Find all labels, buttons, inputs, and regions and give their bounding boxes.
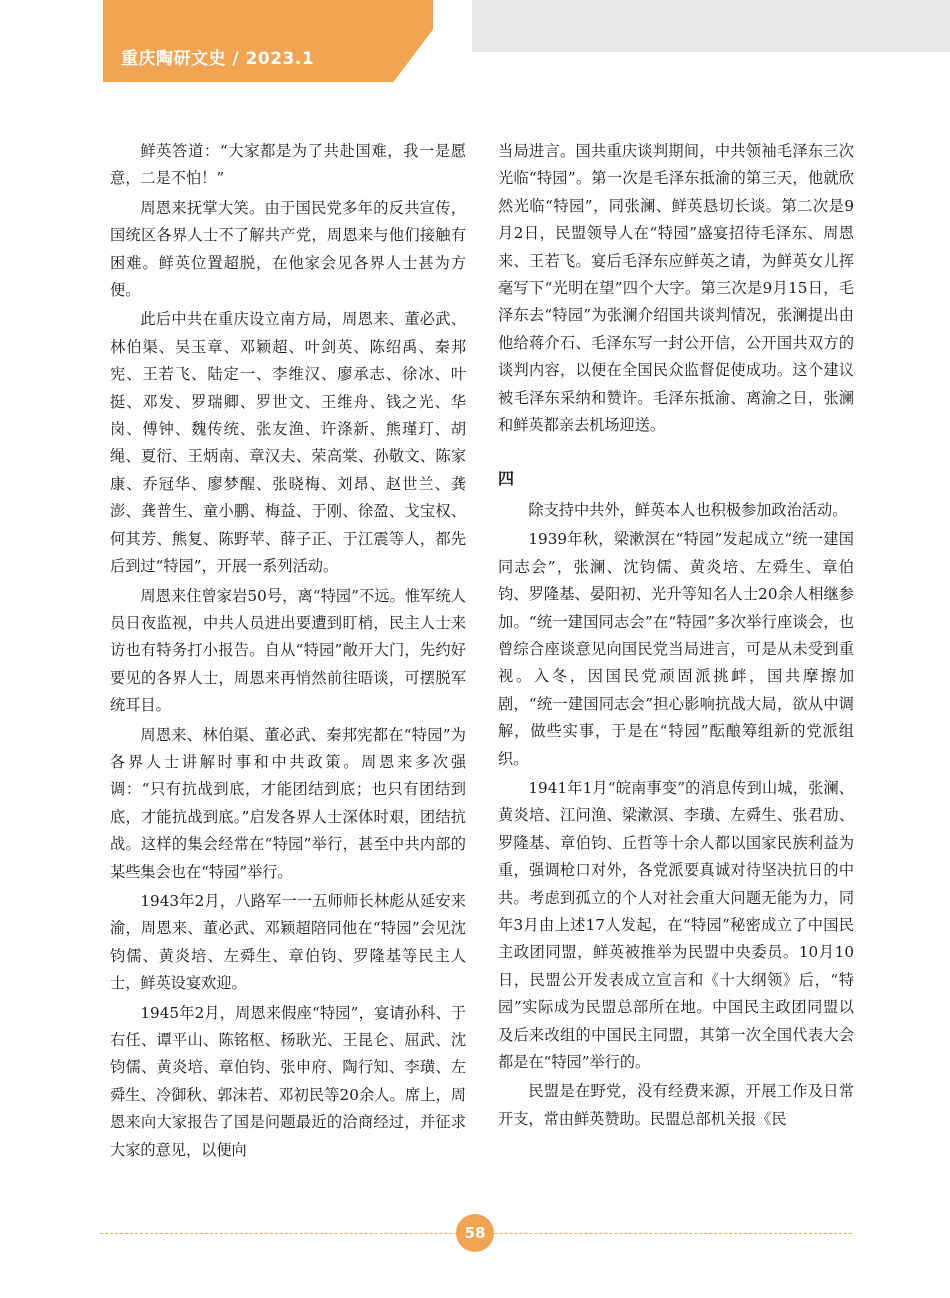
paragraph: 周恩来抚掌大笑。由于国民党多年的反共宣传，国统区各界人士不了解共产党，周恩来与他们接触有困难。鲜英位置超脱，在他家会见各界人士甚为方便。 (110, 198, 466, 300)
paragraph: 民盟是在野党，没有经费来源，开展工作及日常开支，常由鲜英赞助。民盟总部机关报《民 (498, 1082, 854, 1128)
paragraph: 周恩来、林伯渠、董必武、秦邦宪都在“特园”为各界人士讲解时事和中共政策。周恩来多次强调：“只有抗战到底，才能团结到底；也只有团结到底，才能抗战到底。”启发各界人士深体时艰，团结抗战。这样的集会经常在“特园”举行，甚至中共内部的某些集会也在“特园”举行。 (110, 725, 466, 881)
left-column (110, 138, 466, 1166)
paragraph: 鲜英答道：“大家都是为了共赴国难，我一是愿意，二是不怕！” (110, 142, 466, 188)
header-tab (103, 0, 433, 82)
right-column (498, 138, 854, 1135)
header-grey-bar (472, 0, 950, 52)
paragraph: 1945年2月，周恩来假座“特园”，宴请孙科、于右任、谭平山、陈铭枢、杨耿光、王昆仑、屈武、沈钧儒、黄炎培、章伯钧、张申府、陶行知、李璜、左舜生、冷御秋、郭沫若、邓初民等20余人。席上，周恩来向大家报告了国是问题最近的洽商经过，并征求大家的意见，以便向 (110, 1003, 466, 1159)
page-number: 58 (456, 1214, 494, 1252)
paragraph: 周恩来住曾家岩50号，离“特园”不远。惟军统人员日夜监视，中共人员进出要遭到盯梢，民主人士来访也有特务打小报告。自从“特园”敞开大门，先约好要见的各界人士，周恩来再悄然前往晤谈，可摆脱军统耳目。 (110, 586, 466, 715)
journal-title: 重庆陶研文史 / 2023.1 (121, 49, 315, 69)
paragraph-continued: 当局进言。国共重庆谈判期间，中共领袖毛泽东三次光临“特园”。第一次是毛泽东抵渝的第三天，他就欣然光临“特园”，同张澜、鲜英恳切长谈。第二次是9月2日，民盟领导人在“特园”盛宴招待毛泽东、周恩来、王若飞。宴后毛泽东应鲜英之请，为鲜英女儿挥毫写下“光明在望”四个大字。第三次是9月15日，毛泽东去“特园”为张澜介绍国共谈判情况，张澜提出由他给蒋介石、毛泽东写一封公开信，公开国共双方的谈判内容，以便在全国民众监督促使成功。这个建议被毛泽东采纳和赞许。毛泽东抵渝、离渝之日，张澜和鲜英都亲去机场迎送。 (498, 142, 854, 435)
section-heading: 四 (498, 469, 515, 489)
paragraph: 此后中共在重庆设立南方局，周恩来、董必武、林伯渠、吴玉章、邓颖超、叶剑英、陈绍禹、秦邦宪、王若飞、陆定一、李维汉、廖承志、徐冰、叶挺、邓发、罗瑞卿、罗世文、王维舟、钱之光、华岗、傅钟、魏传统、张友渔、许涤新、熊瑾玎、胡绳、夏衍、王炳南、章汉夫、荣高棠、孙敬文、陈家康、乔冠华、廖梦醒、张晓梅、刘昂、赵世兰、龚澎、龚普生、童小鹏、梅益、于刚、徐盈、戈宝权、何其芳、熊复、陈野苹、薛子正、于江震等人，都先后到过“特园”，开展一系列活动。 (110, 310, 466, 576)
paragraph: 除支持中共外，鲜英本人也积极参加政治活动。 (528, 500, 848, 519)
paragraph: 1941年1月“皖南事变”的消息传到山城，张澜、黄炎培、江问渔、梁漱溟、李璜、左舜生、张君劢、罗隆基、章伯钧、丘哲等十余人都以国家民族利益为重，强调枪口对外，各党派要真诚对待坚决抗日的中共。考虑到孤立的个人对社会重大问题无能为力，同年3月由上述17人发起，在“特园”秘密成立了中国民主政团同盟，鲜英被推举为民盟中央委员。10月10日，民盟公开发表成立宣言和《十大纲领》后，“特园”实际成为民盟总部所在地。中国民主政团同盟以及后来改组的中国民主同盟，其第一次全国代表大会都是在“特园”举行的。 (498, 778, 854, 1071)
paragraph: 1939年秋，梁漱溟在“特园”发起成立“统一建国同志会”，张澜、沈钧儒、黄炎培、左舜生、章伯钧、罗隆基、晏阳初、光升等知名人士20余人相继参加。“统一建国同志会”在“特园”多次举行座谈会，也曾综合座谈意见向国民党当局进言，可是从未受到重视。入冬，因国民党顽固派挑衅，国共摩擦加剧，“统一建国同志会”担心影响抗战大局，欲从中调解，做些实事，于是在“特园”酝酿筹组新的党派组织。 (498, 530, 854, 768)
paragraph: 1943年2月，八路军一一五师师长林彪从延安来渝，周恩来、董必武、邓颖超陪同他在“特园”会见沈钧儒、黄炎培、左舜生、章伯钧、罗隆基等民主人士，鲜英设宴欢迎。 (110, 891, 466, 993)
